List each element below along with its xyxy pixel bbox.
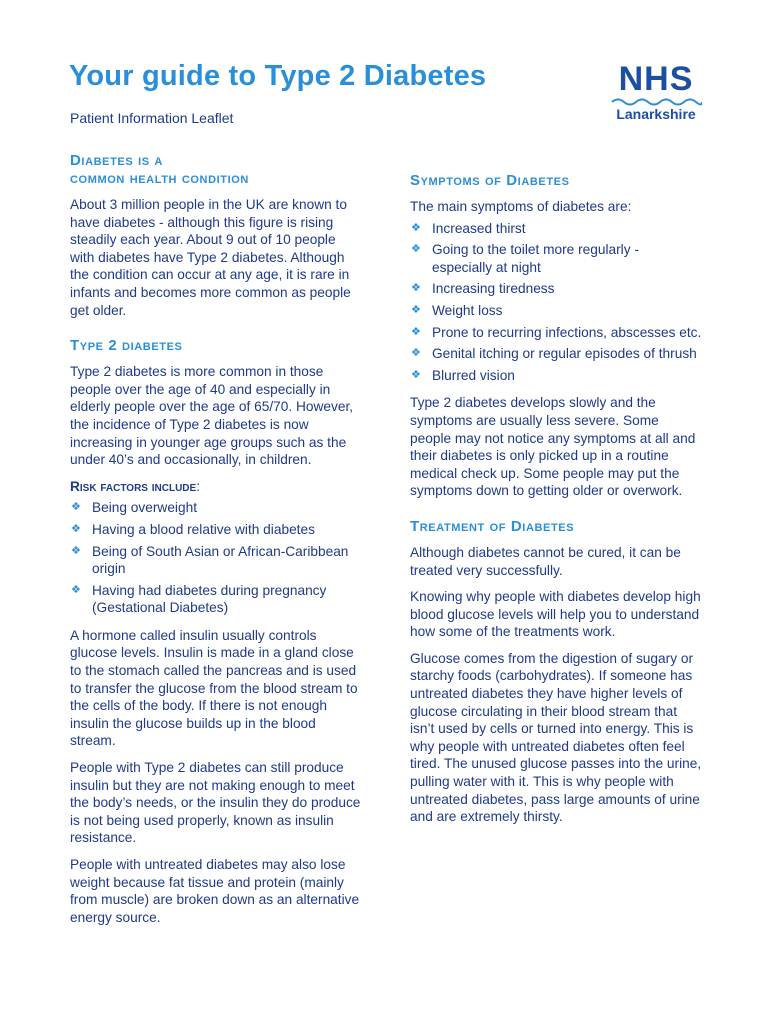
diamond-bullet-icon: ❖: [411, 282, 421, 295]
risk-factors-label-text: Risk factors include: [70, 478, 197, 494]
section-heading-type2: Type 2 diabetes: [70, 337, 183, 355]
list-item: [410, 241, 702, 276]
diamond-bullet-icon: ❖: [411, 221, 421, 234]
diamond-bullet-icon: ❖: [71, 522, 81, 535]
list-item: [70, 499, 362, 517]
list-item-text: Being of South Asian or African-Caribbean origin: [92, 543, 349, 577]
heading-line-2: common health condition: [70, 170, 249, 187]
list-item-text: Prone to recurring infections, abscesses etc.: [432, 324, 702, 340]
treatment-paragraph-3: Glucose comes from the digestion of sugary or starchy foods (carbohydrates). If someone has untreated diabetes they have higher levels of glucose circulating in their blood stream that isn’t used by cells or turned into energy. This is why people with untreated diabetes often feel tired. The unused glucose passes into the urine, pulling water with it. This is why people with untreated diabetes, pass large amounts of urine and are extremely thirsty.: [410, 650, 702, 825]
list-item: [410, 367, 702, 385]
heading-line-1: Diabetes is a: [70, 152, 163, 169]
diamond-bullet-icon: ❖: [411, 243, 421, 256]
risk-factors-list: [70, 499, 362, 617]
list-item-text: Being overweight: [92, 500, 198, 516]
list-item-text: Having a blood relative with diabetes: [92, 521, 315, 537]
risk-factors-label: [70, 478, 362, 496]
diamond-bullet-icon: ❖: [411, 347, 421, 360]
risk-factors-colon: :: [196, 478, 201, 494]
treatment-paragraph-1: Although diabetes cannot be cured, it can be treated very successfully.: [410, 544, 681, 578]
list-item-text: Genital itching or regular episodes of thrush: [432, 346, 697, 362]
list-item: [410, 324, 702, 342]
list-item-text: Increasing tiredness: [432, 281, 555, 297]
list-item: [410, 220, 702, 238]
diamond-bullet-icon: ❖: [411, 368, 421, 381]
common-condition-paragraph: About 3 million people in the UK are known to have diabetes - although this figure is rising steadily each year. About 9 out of 10 people with diabetes have Type 2 diabetes. Although the condition can occur at any age, it is rare in infants and becomes more common as people get older.: [70, 197, 351, 318]
section-heading-common-condition: [70, 152, 362, 188]
logo-region-text: Lanarkshire: [616, 106, 696, 122]
section-heading-treatment: Treatment of Diabetes: [410, 517, 575, 535]
type2-paragraph-1: Type 2 diabetes is more common in those people over the age of 40 and especially in elderly people over the age of 65/70. However, the incidence of Type 2 diabetes is now increasing in younger age groups such as the under 40’s and occasionally, in children.: [70, 364, 354, 468]
diamond-bullet-icon: ❖: [411, 303, 421, 316]
list-item: [410, 280, 702, 298]
diamond-bullet-icon: ❖: [71, 544, 81, 557]
page-title: Your guide to Type 2 Diabetes: [69, 60, 487, 92]
symptoms-intro: The main symptoms of diabetes are:: [410, 199, 632, 214]
diamond-bullet-icon: ❖: [71, 501, 81, 514]
list-item-text: Increased thirst: [432, 220, 526, 236]
page-subtitle: Patient Information Leaflet: [70, 110, 234, 126]
symptoms-list: [410, 220, 702, 385]
left-column: [70, 152, 362, 935]
insulin-paragraph: A hormone called insulin usually controls glucose levels. Insulin is made in a gland close to the stomach called the pancreas and is used to transfer the glucose from the blood stream to the cells of the body. If there is not enough insulin the glucose builds up in the blood stream.: [70, 627, 358, 749]
treatment-paragraph-2: Knowing why people with diabetes develop high blood glucose levels will help you to understand how some of the treatments work.: [410, 589, 701, 640]
list-item: [410, 302, 702, 320]
list-item: [70, 543, 362, 578]
right-column: [410, 172, 702, 835]
list-item: [70, 521, 362, 539]
nhs-lanarkshire-logo: [606, 62, 706, 128]
list-item: [410, 345, 702, 363]
diamond-bullet-icon: ❖: [71, 583, 81, 596]
list-item-text: Having had diabetes during pregnancy (Gestational Diabetes): [92, 582, 327, 616]
list-item-text: Weight loss: [432, 302, 503, 318]
list-item: [70, 582, 362, 617]
diamond-bullet-icon: ❖: [411, 325, 421, 338]
section-heading-symptoms: Symptoms of Diabetes: [410, 172, 570, 189]
insulin-resistance-paragraph: People with Type 2 diabetes can still produce insulin but they are not making enough to meet the body’s needs, or the insulin they do produce is not being used properly, known as insulin resistance.: [70, 760, 361, 846]
list-item-text: Blurred vision: [432, 367, 515, 383]
symptoms-paragraph: Type 2 diabetes develops slowly and the symptoms are usually less severe. Some people may not notice any symptoms at all and their diabetes is only picked up in a routine medical check up. Some people may put the symptoms down to getting older or overwork.: [410, 395, 696, 499]
logo-nhs-text: NHS: [618, 60, 694, 98]
list-item-text: Going to the toilet more regularly - especially at night: [432, 242, 639, 275]
weight-loss-paragraph: People with untreated diabetes may also lose weight because fat tissue and protein (mainly from muscle) are broken down as an alternative energy source.: [70, 857, 360, 925]
